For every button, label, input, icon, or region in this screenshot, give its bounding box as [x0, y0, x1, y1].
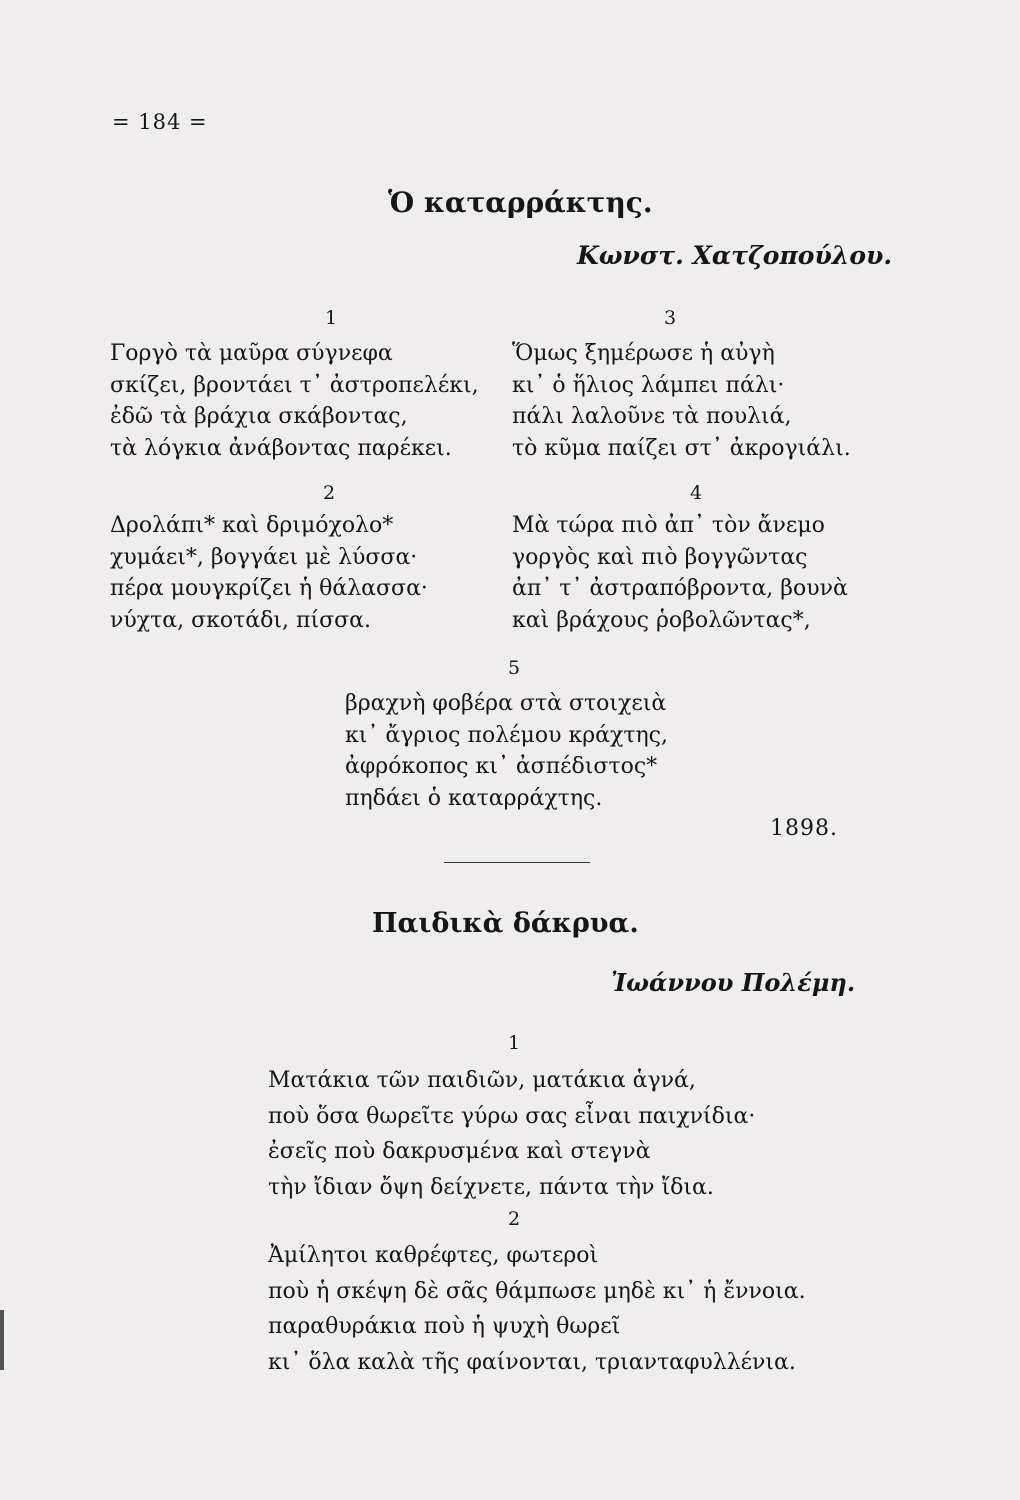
- stanza-number: 1: [508, 1032, 521, 1054]
- verse-line: τὸ κῦμα παίζει στ᾽ ἀκρογιάλι.: [512, 435, 851, 461]
- stanza-number: 1: [325, 307, 338, 329]
- verse-line: πάλι λαλοῦνε τὰ πουλιά,: [512, 404, 792, 429]
- poem1-stanza-2: [110, 510, 428, 636]
- stanza-number: 2: [508, 1208, 521, 1230]
- poem1-title: Ὁ καταρράκτης.: [388, 186, 653, 219]
- stanza-number: 2: [323, 482, 336, 504]
- verse-line: Ἀμίλητοι καθρέφτες, φωτεροὶ: [268, 1243, 599, 1268]
- poem1-stanza-4: [512, 510, 848, 636]
- verse-line: κι᾽ ὁ ἥλιος λάμπει πάλι·: [512, 372, 785, 398]
- page-edge-mark: [0, 1310, 4, 1370]
- verse-line: κι᾽ ὅλα καλὰ τῆς φαίνονται, τριανταφυλλένια.: [268, 1349, 796, 1375]
- verse-line: πέρα μουγκρίζει ἡ θάλασσα·: [110, 576, 428, 601]
- stanza-number: 3: [664, 307, 677, 329]
- verse-line: χυμάει*, βογγάει μὲ λύσσα·: [110, 544, 418, 570]
- verse-line: καὶ βράχους ῥοβολῶντας*,: [512, 607, 811, 633]
- stanza-number: 5: [508, 657, 521, 679]
- verse-line: ἀπ᾽ τ᾽ ἀστραπόβροντα, βουνὰ: [512, 576, 848, 601]
- verse-line: ποὺ ἡ σκέψη δὲ σᾶς θάμπωσε μηδὲ κι᾽ ἡ ἔννοια.: [268, 1278, 806, 1304]
- stanza-number: 4: [690, 482, 703, 504]
- verse-line: ἐδῶ τὰ βράχια σκάβοντας,: [110, 404, 408, 429]
- poem1-author: Κωνστ. Χατζοπούλου.: [577, 241, 893, 270]
- verse-line: Γοργὸ τὰ μαῦρα σύγνεφα: [110, 341, 393, 366]
- poem1-stanza-5: [345, 688, 668, 814]
- poem2-stanza-2: [268, 1238, 806, 1380]
- verse-line: ἀφρόκοπος κι᾽ ἀσπέδιστος*: [345, 754, 658, 779]
- poem2-title: Παιδικὰ δάκρυα.: [372, 908, 639, 939]
- page-number: = 184 =: [112, 110, 208, 134]
- verse-line: σκίζει, βροντάει τ᾽ ἀστροπελέκι,: [110, 372, 479, 398]
- poem2-author: Ἰωάννου Πολέμη.: [611, 968, 856, 997]
- verse-line: νύχτα, σκοτάδι, πίσσα.: [110, 607, 371, 633]
- verse-line: τὰ λόγκια ἀνάβοντας παρέκει.: [110, 435, 452, 461]
- verse-line: γοργὸς καὶ πιὸ βογγῶντας: [512, 544, 808, 570]
- verse-line: Ὅμως ξημέρωσε ἡ αὐγὴ: [512, 341, 775, 366]
- verse-line: τὴν ἴδιαν ὄψη δείχνετε, πάντα τὴν ἴδια.: [268, 1174, 714, 1200]
- verse-line: Ματάκια τῶν παιδιῶν, ματάκια ἁγνά,: [268, 1068, 696, 1093]
- verse-line: ποὺ ὅσα θωρεῖτε γύρω σας εἶναι παιχνίδια·: [268, 1103, 756, 1129]
- poem1-year: 1898.: [770, 816, 838, 841]
- section-divider: [444, 862, 590, 863]
- poem1-stanza-3: [512, 338, 851, 464]
- poem1-stanza-1: [110, 338, 479, 464]
- verse-line: κι᾽ ἄγριος πολέμου κράχτης,: [345, 722, 668, 748]
- verse-line: πηδάει ὁ καταρράχτης.: [345, 785, 603, 811]
- verse-line: Δρολάπι* καὶ δριμόχολο*: [110, 513, 394, 538]
- verse-line: βραχνὴ φοβέρα στὰ στοιχειὰ: [345, 691, 667, 716]
- poem2-stanza-1: [268, 1063, 755, 1205]
- verse-line: Μὰ τώρα πιὸ ἀπ᾽ τὸν ἄνεμο: [512, 513, 825, 538]
- verse-line: παραθυράκια ποὺ ἡ ψυχὴ θωρεῖ: [268, 1314, 621, 1339]
- verse-line: ἐσεῖς ποὺ δακρυσμένα καὶ στεγνὰ: [268, 1139, 651, 1164]
